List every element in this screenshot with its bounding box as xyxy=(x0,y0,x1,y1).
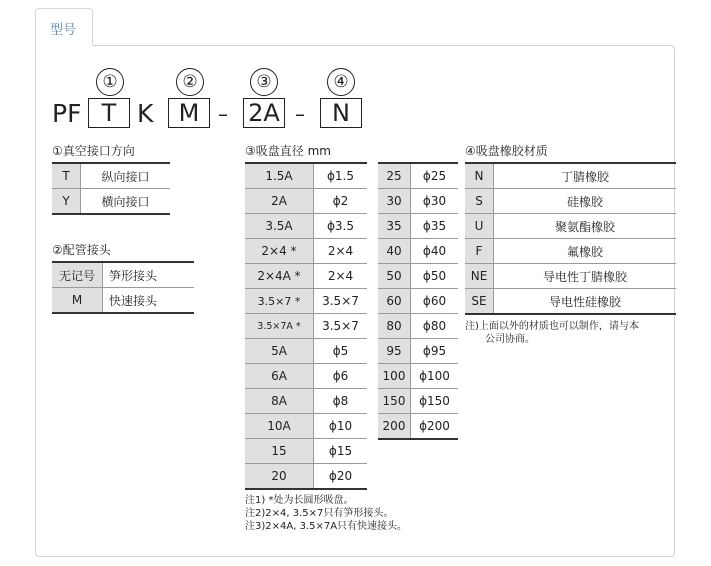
marker-1: ① xyxy=(96,68,124,96)
table-row xyxy=(378,364,458,389)
code-cell: 150 xyxy=(378,389,411,414)
table-row xyxy=(465,239,676,264)
code-cell: 95 xyxy=(378,339,411,364)
dia-cell: ϕ40 xyxy=(411,239,459,264)
dia-cell: 3.5×7 xyxy=(314,289,368,314)
table-row xyxy=(378,389,458,414)
dia-cell: 3.5×7 xyxy=(314,314,368,339)
section-3-table-a xyxy=(245,162,367,490)
code-cell: M xyxy=(52,288,103,314)
section-2-title: ②配管接头 xyxy=(52,243,111,257)
code-cell: 1.5A xyxy=(245,163,314,189)
dia-cell: ϕ50 xyxy=(411,264,459,289)
code-cell: NE xyxy=(465,264,494,289)
code-cell: 3.5×7 * xyxy=(245,289,314,314)
code-cell: 2A xyxy=(245,189,314,214)
code-cell: 3.5A xyxy=(245,214,314,239)
dia-cell: ϕ35 xyxy=(411,214,459,239)
dia-cell: ϕ5 xyxy=(314,339,368,364)
dia-cell: ϕ30 xyxy=(411,189,459,214)
marker-4: ④ xyxy=(327,68,355,96)
desc-cell: 聚氨酯橡胶 xyxy=(494,214,677,239)
code-cell: 5A xyxy=(245,339,314,364)
table-row xyxy=(52,163,170,189)
code-cell: 10A xyxy=(245,414,314,439)
dia-cell: ϕ80 xyxy=(411,314,459,339)
section-4-table xyxy=(465,162,676,315)
code-cell: 8A xyxy=(245,389,314,414)
section-1-title: ①真空接口方向 xyxy=(52,144,135,158)
dia-cell: ϕ8 xyxy=(314,389,368,414)
section-3-table-b xyxy=(378,162,458,440)
code-cell: 3.5×7A * xyxy=(245,314,314,339)
code-cell: 80 xyxy=(378,314,411,339)
table-row xyxy=(465,163,676,189)
model-mid: K xyxy=(137,99,154,128)
table-row xyxy=(378,289,458,314)
model-part-4: N xyxy=(320,98,362,128)
code-cell: N xyxy=(465,163,494,189)
note-2: 注2)2×4, 3.5×7只有笋形接头。 xyxy=(245,508,394,519)
code-cell: 无记号 xyxy=(52,262,103,288)
desc-cell: 丁腈橡胶 xyxy=(494,163,677,189)
table-row xyxy=(378,314,458,339)
dia-cell: 2×4 xyxy=(314,264,368,289)
dia-cell: ϕ100 xyxy=(411,364,459,389)
code-cell: 25 xyxy=(378,163,411,189)
table-row xyxy=(245,163,367,189)
table-row xyxy=(378,339,458,364)
code-cell: 40 xyxy=(378,239,411,264)
table-row xyxy=(465,289,676,315)
code-cell: 15 xyxy=(245,439,314,464)
table-row xyxy=(245,289,367,314)
code-cell: 2×4 * xyxy=(245,239,314,264)
table-row xyxy=(245,314,367,339)
dia-cell: ϕ3.5 xyxy=(314,214,368,239)
marker-2: ② xyxy=(176,68,204,96)
table-row xyxy=(245,389,367,414)
table-row xyxy=(52,262,194,288)
code-cell: 100 xyxy=(378,364,411,389)
desc-cell: 导电性硅橡胶 xyxy=(494,289,677,315)
dia-cell: ϕ95 xyxy=(411,339,459,364)
dia-cell: ϕ15 xyxy=(314,439,368,464)
table-row xyxy=(245,239,367,264)
table-row xyxy=(52,189,170,215)
code-cell: 20 xyxy=(245,464,314,490)
table-row xyxy=(378,264,458,289)
section-2-table xyxy=(52,261,194,314)
code-cell: 35 xyxy=(378,214,411,239)
table-row xyxy=(465,264,676,289)
code-cell: U xyxy=(465,214,494,239)
desc-cell: 硅橡胶 xyxy=(494,189,677,214)
dia-cell: ϕ1.5 xyxy=(314,163,368,189)
code-cell: SE xyxy=(465,289,494,315)
dia-cell: 2×4 xyxy=(314,239,368,264)
table-row xyxy=(245,189,367,214)
table-row xyxy=(245,464,367,490)
dia-cell: ϕ2 xyxy=(314,189,368,214)
desc-cell: 纵向接口 xyxy=(81,163,171,189)
code-cell: 200 xyxy=(378,414,411,440)
table-row xyxy=(465,214,676,239)
section-4-note xyxy=(465,320,680,346)
marker-3: ③ xyxy=(250,68,278,96)
section-3-notes xyxy=(245,494,407,533)
note-3: 注3)2×4A, 3.5×7A只有快速接头。 xyxy=(245,521,408,532)
code-cell: 50 xyxy=(378,264,411,289)
table-row xyxy=(378,163,458,189)
dia-cell: ϕ20 xyxy=(314,464,368,490)
table-row xyxy=(52,288,194,314)
desc-cell: 氟橡胶 xyxy=(494,239,677,264)
code-cell: 30 xyxy=(378,189,411,214)
model-prefix: PF xyxy=(52,99,82,128)
code-cell: 2×4A * xyxy=(245,264,314,289)
code-cell: F xyxy=(465,239,494,264)
table-row xyxy=(245,414,367,439)
model-dash-2: – xyxy=(295,102,305,126)
section-3-title: ③吸盘直径 mm xyxy=(245,144,331,158)
note-line-1: 注)上面以外的材质也可以制作，请与本 xyxy=(465,321,639,332)
model-part-2: M xyxy=(168,98,210,128)
table-row xyxy=(245,339,367,364)
dia-cell: ϕ10 xyxy=(314,414,368,439)
table-row xyxy=(465,189,676,214)
code-cell: S xyxy=(465,189,494,214)
code-cell: Y xyxy=(52,189,81,215)
table-row xyxy=(378,214,458,239)
table-row xyxy=(378,239,458,264)
tab-model[interactable] xyxy=(35,8,93,46)
note-line-2: 公司协商。 xyxy=(485,334,535,345)
table-row xyxy=(245,439,367,464)
desc-cell: 笋形接头 xyxy=(103,262,195,288)
dia-cell: ϕ25 xyxy=(411,163,459,189)
desc-cell: 快速接头 xyxy=(103,288,195,314)
table-row xyxy=(245,214,367,239)
desc-cell: 导电性丁腈橡胶 xyxy=(494,264,677,289)
table-row xyxy=(378,189,458,214)
table-row xyxy=(378,414,458,440)
model-dash-1: – xyxy=(218,102,228,126)
model-part-3: 2A xyxy=(243,98,285,128)
code-cell: 60 xyxy=(378,289,411,314)
section-1-table xyxy=(52,162,170,215)
dia-cell: ϕ60 xyxy=(411,289,459,314)
table-row xyxy=(245,364,367,389)
code-cell: 6A xyxy=(245,364,314,389)
note-1: 注1) *处为长圆形吸盘。 xyxy=(245,495,354,506)
model-part-1: T xyxy=(88,98,130,128)
table-row xyxy=(245,264,367,289)
desc-cell: 横向接口 xyxy=(81,189,171,215)
dia-cell: ϕ150 xyxy=(411,389,459,414)
tab-model-label: 型号 xyxy=(50,23,77,38)
code-cell: T xyxy=(52,163,81,189)
dia-cell: ϕ6 xyxy=(314,364,368,389)
dia-cell: ϕ200 xyxy=(411,414,459,440)
section-4-title: ④吸盘橡胶材质 xyxy=(465,144,548,158)
